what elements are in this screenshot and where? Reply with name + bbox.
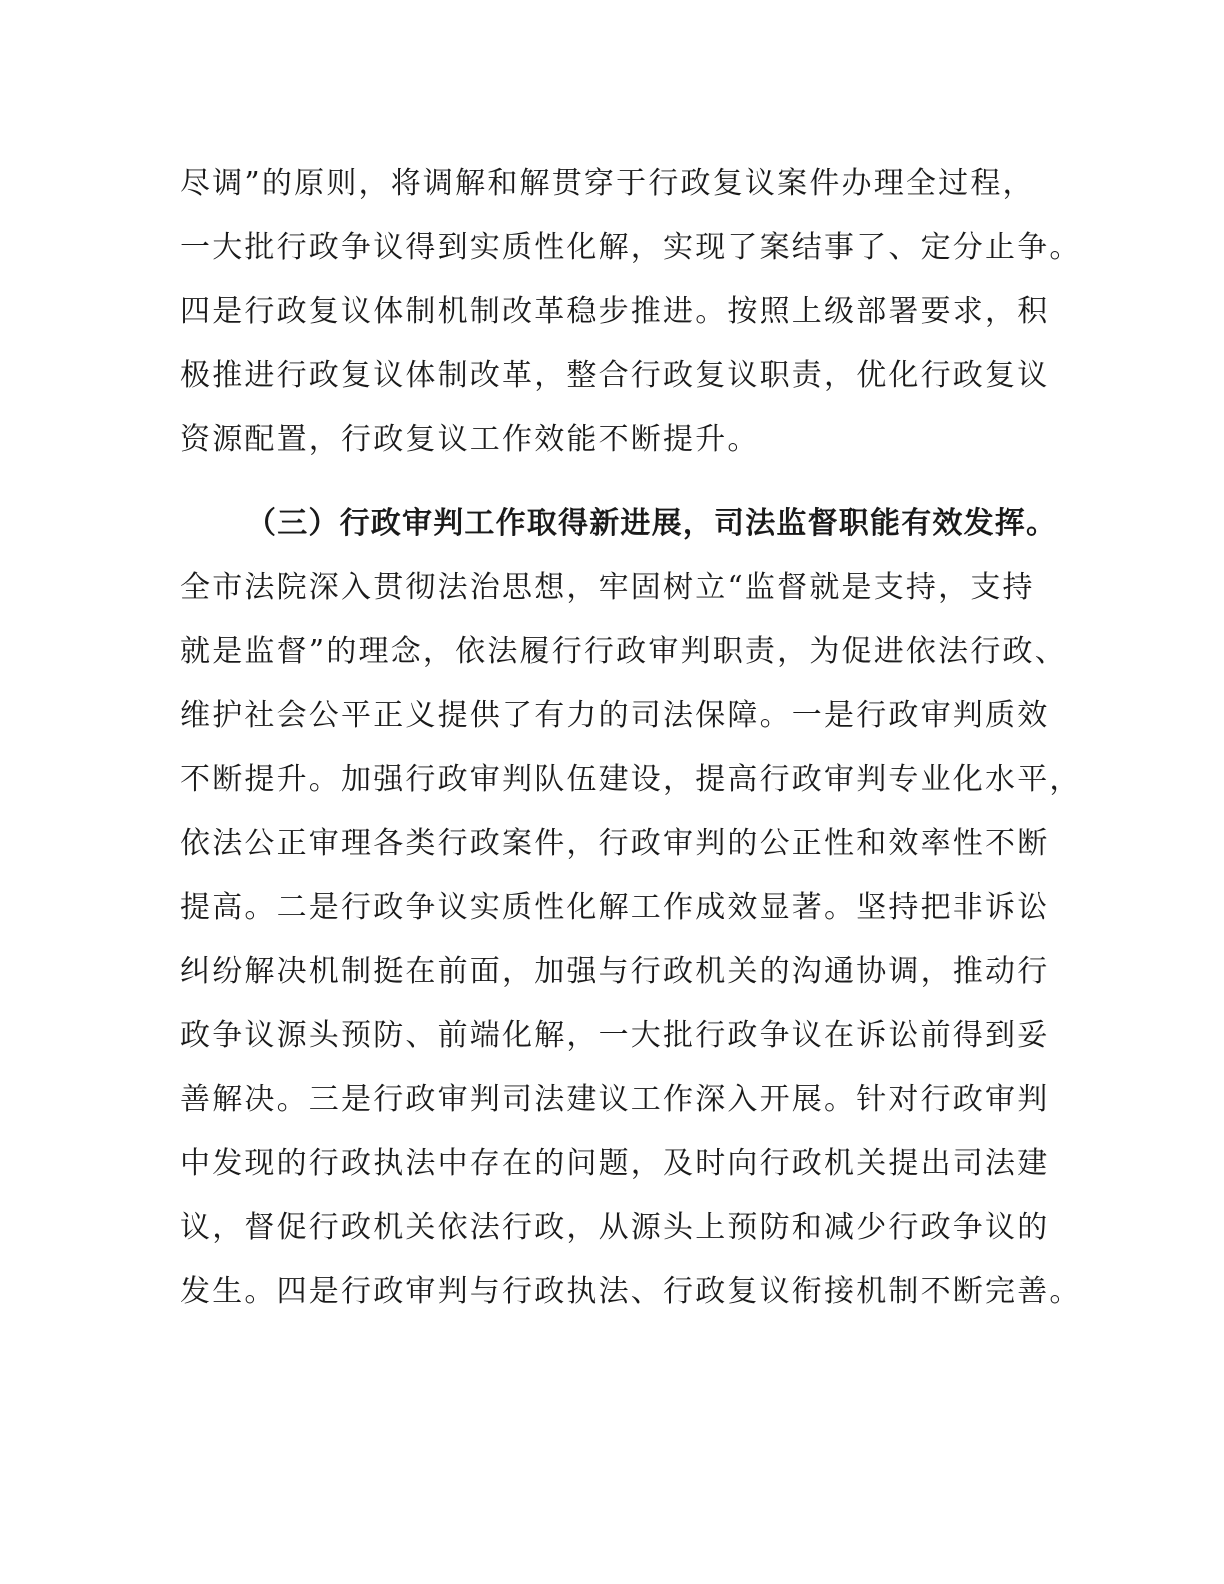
- section-heading: （三）行政审判工作取得新进展，司法监督职能有效发挥。: [246, 506, 1058, 541]
- text-line: 尽调”的原则，将调解和解贯穿于行政复议案件办理全过程，: [180, 166, 1035, 201]
- text-line: 不断提升。加强行政审判队伍建设，提高行政审判专业化水平，: [180, 762, 1082, 797]
- text-line: 依法公正审理各类行政案件，行政审判的公正性和效率性不断: [180, 826, 1050, 861]
- text-line: 一大批行政争议得到实质性化解，实现了案结事了、定分止争。: [180, 230, 1082, 265]
- text-line: 维护社会公平正义提供了有力的司法保障。一是行政审判质效: [180, 698, 1050, 733]
- text-line: 政争议源头预防、前端化解，一大批行政争议在诉讼前得到妥: [180, 1018, 1050, 1053]
- text-line: 纠纷解决机制挺在前面，加强与行政机关的沟通协调，推动行: [180, 954, 1050, 989]
- text-line: 提高。二是行政争议实质性化解工作成效显著。坚持把非诉讼: [180, 890, 1050, 925]
- text-line: 中发现的行政执法中存在的问题，及时向行政机关提出司法建: [180, 1146, 1050, 1181]
- text-line: 资源配置，行政复议工作效能不断提升。: [180, 422, 760, 457]
- section-administrative-trial: [180, 492, 1082, 1324]
- text-line: 善解决。三是行政审判司法建议工作深入开展。针对行政审判: [180, 1082, 1050, 1117]
- text-line: 全市法院深入贯彻法治思想，牢固树立“监督就是支持，支持: [180, 570, 1035, 605]
- text-line: 议，督促行政机关依法行政，从源头上预防和减少行政争议的: [180, 1210, 1050, 1245]
- text-line: 四是行政复议体制机制改革稳步推进。按照上级部署要求，积: [180, 294, 1050, 329]
- paragraph-administrative-reconsideration: [180, 152, 1082, 472]
- text-line: 极推进行政复议体制改革，整合行政复议职责，优化行政复议: [180, 358, 1050, 393]
- text-line: 就是监督”的理念，依法履行行政审判职责，为促进依法行政、: [180, 634, 1067, 669]
- text-line: 发生。四是行政审判与行政执法、行政复议衔接机制不断完善。: [180, 1274, 1082, 1309]
